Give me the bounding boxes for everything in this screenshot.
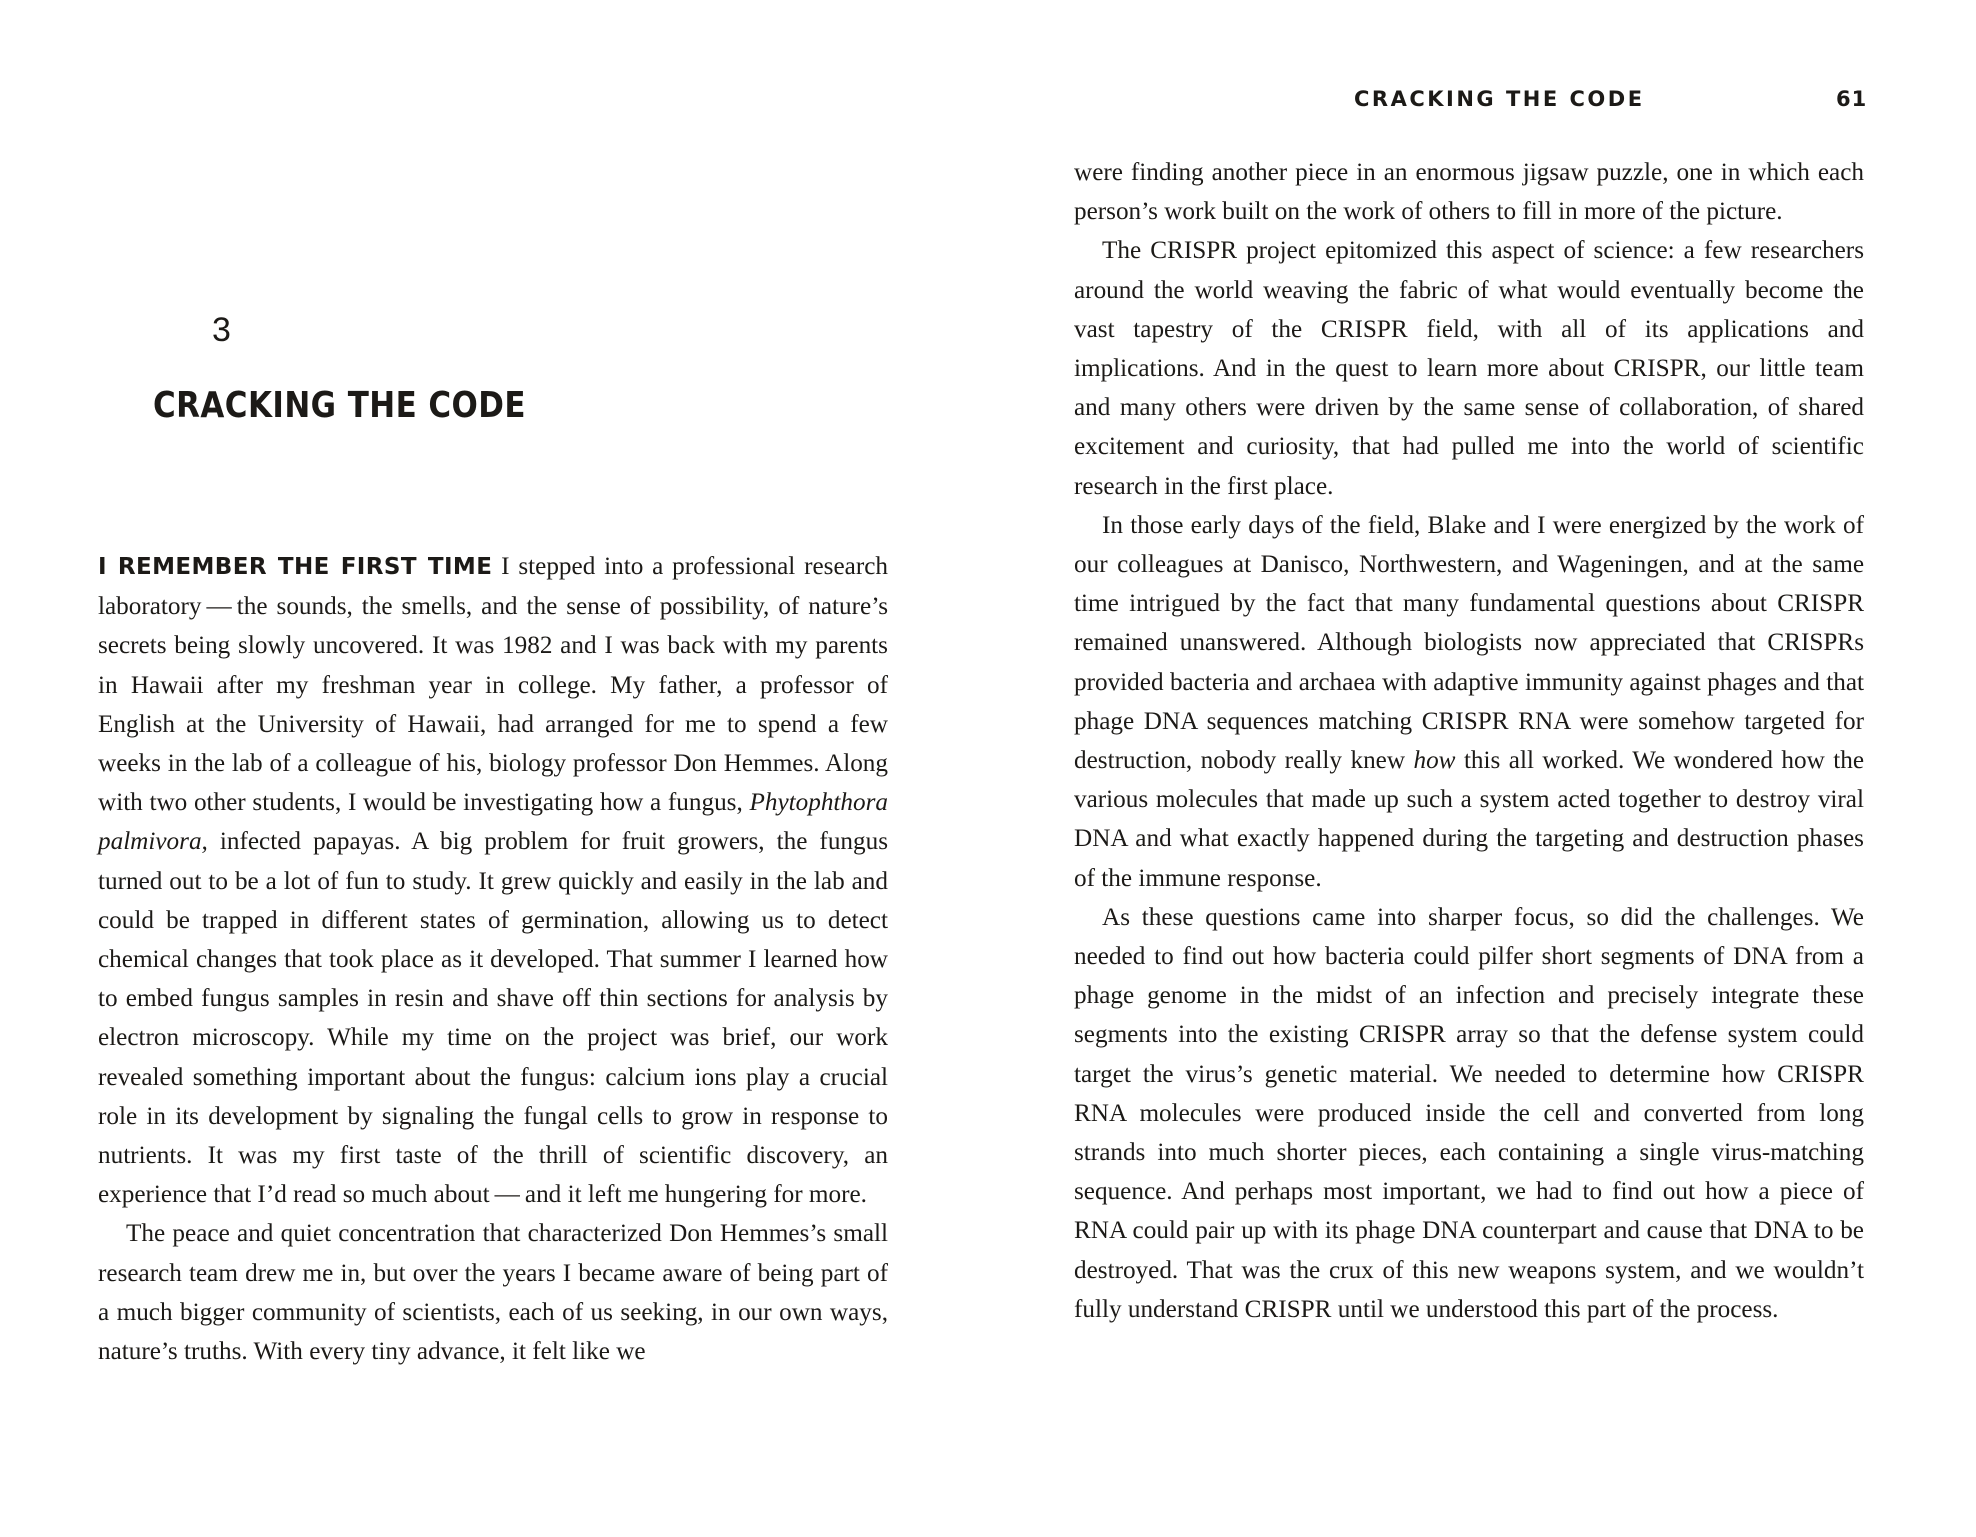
left-paragraph-2: The peace and quiet concentration that characterized Don Hemmes’s small research team drew me in, but over the years I became aware of being part of a much bigger community of scientists, each of us seeking, in our own ways, nature’s truths. With every tiny advance, it felt like we <box>98 1220 888 1366</box>
left-paragraph-1-text-b: infected papayas. A big problem for fruit growers, the fungus turned out to be a lot of fun to study. It grew quickly and easily in the lab and could be trapped in different states of germination, allowing us to detect chemical changes that took place as it developed. That summer I learned how to embed fungus samples in resin and shave off thin sections for analysis by electron microscopy. While my time on the project was brief, our work revealed something important about the fungus: calcium ions play a crucial role in its development by signaling the fungal cells to grow in response to nutrients. It was my first taste of the thrill of scientific discovery, an experience that I’d read so much about — and it left me hungering for more. <box>98 828 888 1209</box>
lead-in: I REMEMBER THE FIRST TIME <box>98 554 493 580</box>
right-paragraph-3 <box>1074 506 1864 898</box>
species-name: Phytophthora palmivora, <box>98 789 888 856</box>
right-paragraph-4: As these questions came into sharper focus, so did the challenges. We needed to find out how bacteria could pilfer short segments of DNA from a phage genome in the midst of an infection and precisely integrate these segments into the existing CRISPR array so that the defense system could target the virus’s genetic material. We needed to determine how CRISPR RNA molecules were produced inside the cell and converted from long strands into much shorter pieces, each containing a single virus-matching sequence. And perhaps most important, we had to find out how a piece of RNA could pair up with its phage DNA counterpart and cause that DNA to be destroyed. That was the crux of this new weapons system, and we wouldn’t fully understand CRISPR until we understood this part of the process. <box>1074 903 1864 1323</box>
right-paragraph-3-text-a: In those early days of the field, Blake and I were energized by the work of our colleagues at Danisco, Northwestern, and Wageningen, and at the same time intrigued by the fact that many fundamental questions about CRISPR remained unanswered. Although biologists now appreciated that CRISPRs provided bacteria and archaea with adaptive immunity against phages and that phage DNA sequences matching CRISPR RNA were somehow targeted for destruction, nobody really knew <box>1074 511 1864 775</box>
chapter-number: 3 <box>212 311 231 349</box>
left-paragraph-1-text-a: I stepped into a professional research laboratory — the sounds, the smells, and the sense of possibility, of nature’s secrets being slowly uncovered. It was 1982 and I was back with my parents in Hawaii after my freshman year in college. My father, a professor of English at the University of Hawaii, had arranged for me to spend a few weeks in the lab of a colleague of his, biology professor Don Hemmes. Along with two other students, I would be investigating how a fungus, <box>98 553 888 817</box>
left-paragraph-1 <box>98 547 888 1214</box>
emphasis-how: how <box>1413 747 1456 775</box>
left-body-text <box>98 547 888 1371</box>
running-head: CRACKING THE CODE <box>1354 87 1645 111</box>
right-paragraph-1: were finding another piece in an enormous jigsaw puzzle, one in which each person’s work built on the work of others to fill in more of the picture. <box>1074 159 1864 226</box>
right-paragraph-3-text-b: this all worked. We wondered how the various molecules that made up such a system acted together to destroy viral DNA and what exactly happened during the targeting and destruction phases of the immune response. <box>1074 747 1864 892</box>
right-body-text <box>1074 153 1864 1329</box>
right-page <box>988 0 1976 1537</box>
page-number: 61 <box>1836 87 1868 111</box>
right-paragraph-2: The CRISPR project epitomized this aspect of science: a few researchers around the world weaving the fabric of what would eventually become the vast tapestry of the CRISPR field, with all of its applications and implications. And in the quest to learn more about CRISPR, our little team and many others were driven by the same sense of collaboration, of shared excitement and curiosity, that had pulled me into the world of scientific research in the first place. <box>1074 237 1864 500</box>
chapter-title: CRACKING THE CODE <box>153 385 527 426</box>
